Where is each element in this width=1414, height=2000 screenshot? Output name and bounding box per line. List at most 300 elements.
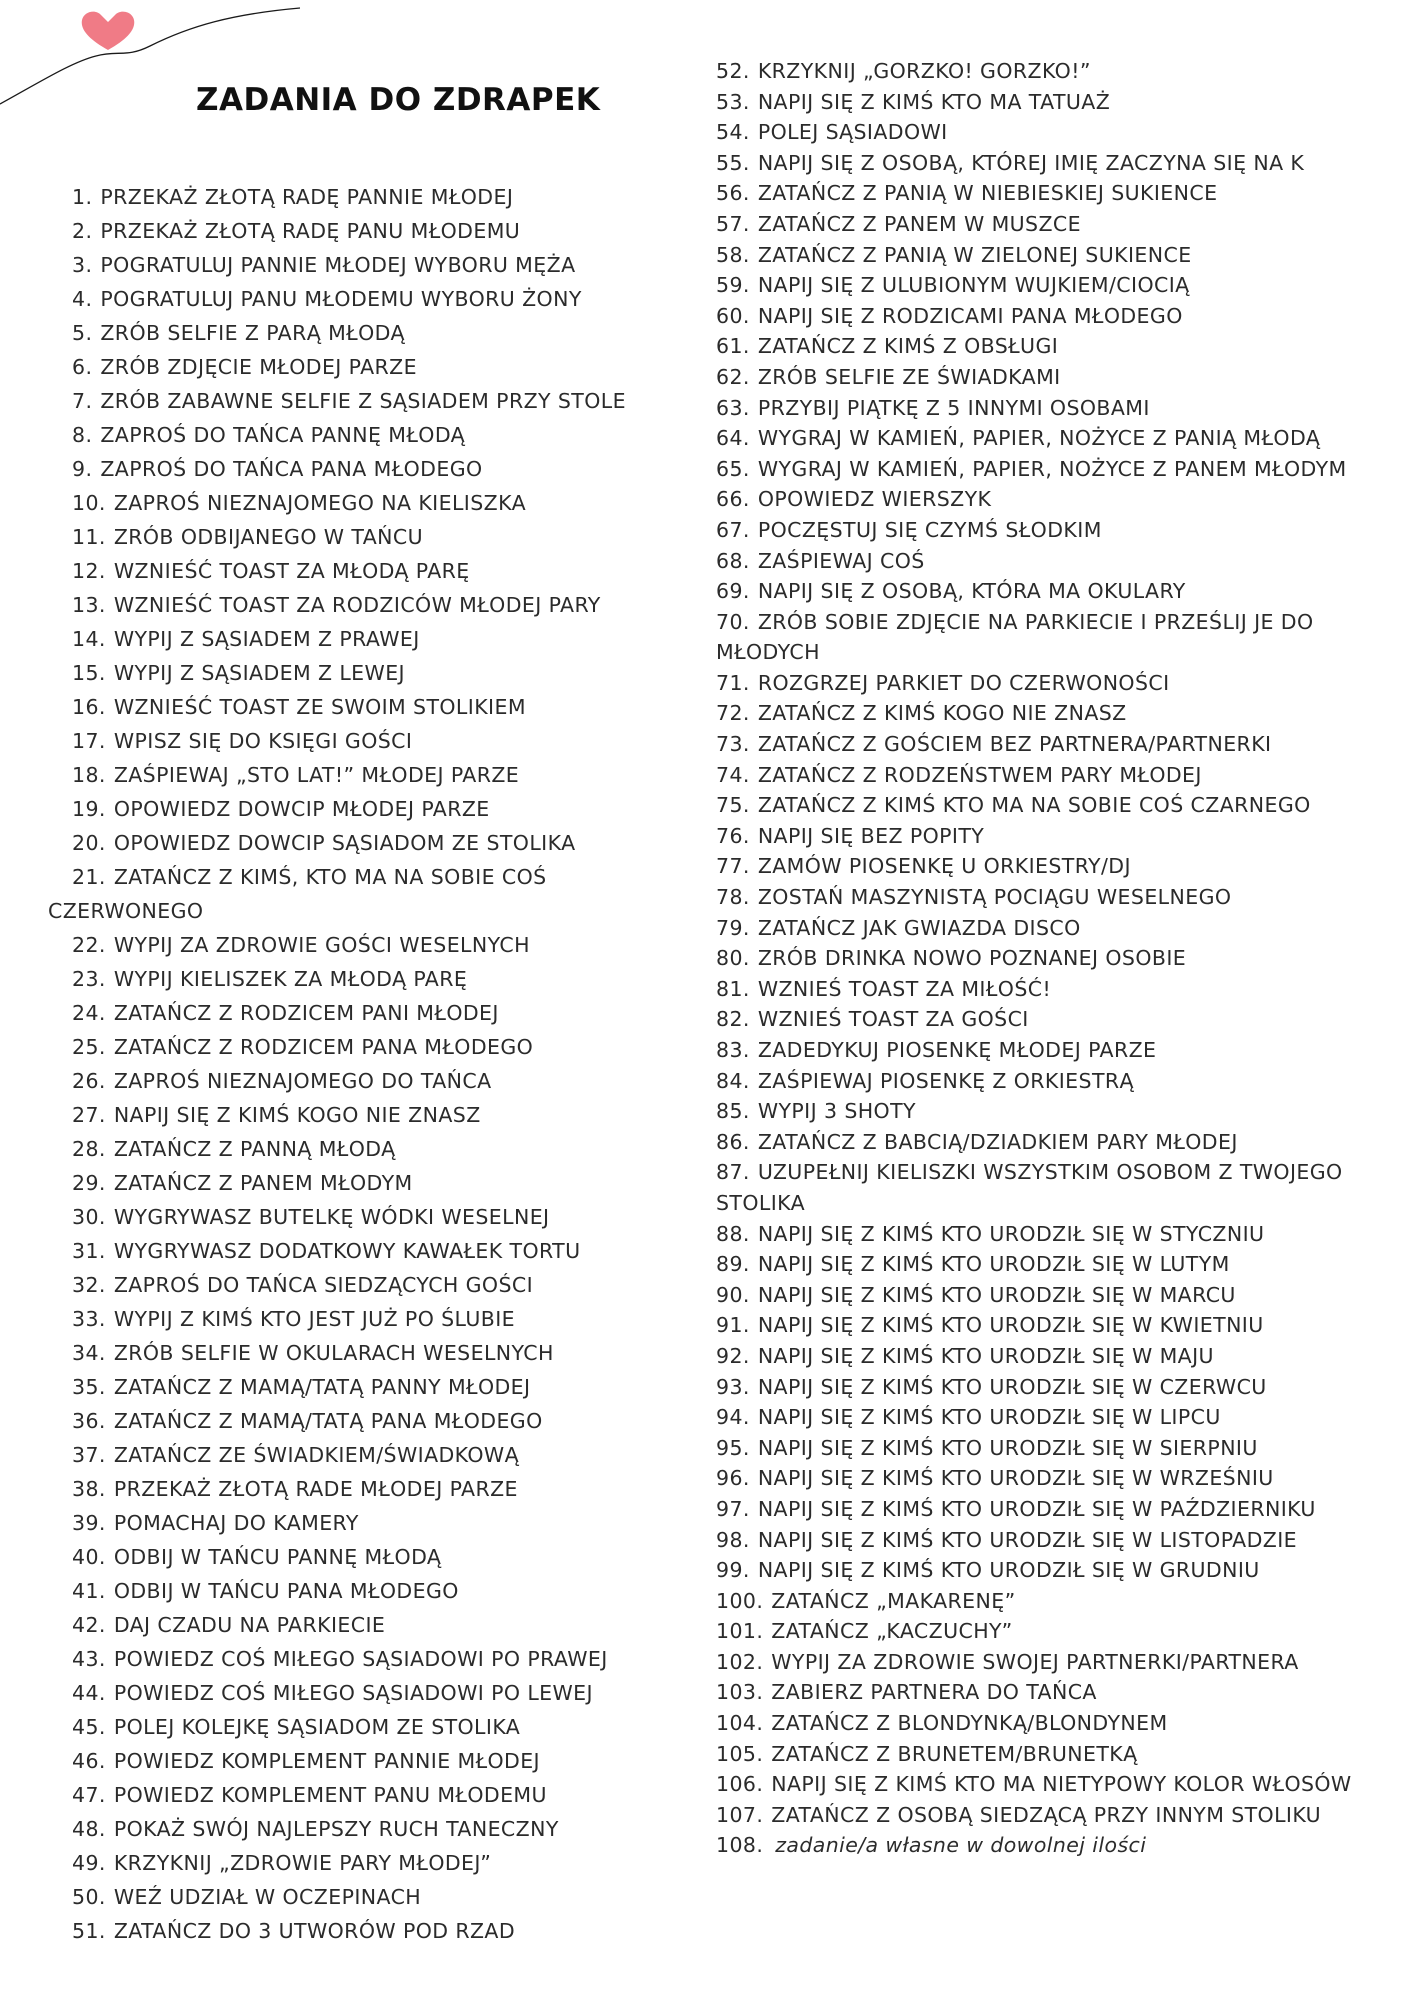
task-number: 61.	[716, 334, 750, 359]
task-item	[716, 1586, 1396, 1617]
task-item	[716, 1494, 1396, 1525]
task-text: POWIEDZ KOMPLEMENT PANNIE MŁODEJ	[113, 1749, 541, 1773]
task-number: 78.	[716, 885, 750, 910]
task-text: ZAPROŚ NIEZNAJOMEGO NA KIELISZKA	[113, 491, 526, 515]
task-number: 91.	[716, 1313, 750, 1338]
task-text: WYPIJ Z KIMŚ KTO JEST JUŻ PO ŚLUBIE	[113, 1307, 516, 1331]
task-item	[716, 1555, 1396, 1586]
task-item	[716, 1525, 1396, 1556]
task-text: ZATAŃCZ Z KIMŚ KOGO NIE ZNASZ	[757, 701, 1127, 726]
task-text: WYGRAJ W KAMIEŃ, PAPIER, NOŻYCE Z PANIĄ MŁODĄ	[757, 426, 1321, 451]
task-text: POMACHAJ DO KAMERY	[113, 1511, 359, 1535]
task-item	[48, 622, 688, 656]
task-item	[48, 724, 688, 758]
task-text: ZATAŃCZ Z RODZEŃSTWEM PARY MŁODEJ	[757, 762, 1202, 787]
task-number: 52.	[716, 59, 750, 83]
task-number: 88.	[716, 1221, 750, 1246]
task-item	[48, 1234, 688, 1268]
task-text: UZUPEŁNIJ KIELISZKI WSZYSTKIM OSOBOM Z TWOJEGO STOLIKA	[716, 1160, 1343, 1215]
task-item	[48, 1132, 688, 1166]
task-item	[716, 178, 1396, 209]
task-number: 35.	[72, 1375, 106, 1399]
task-number: 94.	[716, 1405, 750, 1430]
task-item	[48, 1506, 688, 1540]
task-text: ZRÓB SELFIE ZE ŚWIADKAMI	[757, 364, 1061, 389]
task-item	[716, 1463, 1396, 1494]
task-text: WYPIJ Z SĄSIADEM Z PRAWEJ	[113, 627, 420, 651]
task-item	[716, 1830, 1396, 1861]
task-text: NAPIJ SIĘ Z KIMŚ KTO URODZIŁ SIĘ W SIERPNIU	[757, 1435, 1258, 1460]
task-text: POWIEDZ COŚ MIŁEGO SĄSIADOWI PO PRAWEJ	[113, 1647, 608, 1671]
task-item	[48, 1540, 688, 1574]
task-item	[48, 1812, 688, 1846]
task-item	[716, 576, 1396, 607]
task-item	[48, 1778, 688, 1812]
task-number: 98.	[716, 1527, 750, 1552]
task-number: 70.	[716, 609, 750, 634]
task-item	[48, 350, 688, 384]
heart-icon	[82, 12, 135, 50]
task-item	[48, 826, 688, 860]
task-number: 51.	[72, 1919, 106, 1943]
task-number: 33.	[72, 1307, 106, 1331]
task-text: ZRÓB SELFIE W OKULARACH WESELNYCH	[113, 1341, 554, 1365]
task-text: NAPIJ SIĘ Z KIMŚ KOGO NIE ZNASZ	[113, 1103, 481, 1127]
task-number: 24.	[72, 1001, 106, 1025]
task-number: 41.	[72, 1579, 106, 1603]
task-text: OPOWIEDZ DOWCIP SĄSIADOM ZE STOLIKA	[113, 831, 576, 855]
task-text: NAPIJ SIĘ Z KIMŚ KTO URODZIŁ SIĘ W LISTOPADZIE	[757, 1527, 1298, 1552]
task-item	[716, 698, 1396, 729]
task-text: ZATAŃCZ Z KIMŚ KTO MA NA SOBIE COŚ CZARNEGO	[757, 793, 1311, 818]
task-text: ZAPROŚ DO TAŃCA PANNĘ MŁODĄ	[100, 423, 466, 447]
task-item	[716, 515, 1396, 546]
task-text: WZNIEŚ TOAST ZA MIŁOŚĆ!	[757, 976, 1052, 1001]
task-text: POKAŻ SWÓJ NAJLEPSZY RUCH TANECZNY	[113, 1817, 559, 1841]
task-number: 32.	[72, 1273, 106, 1297]
task-number: 101.	[716, 1619, 764, 1644]
task-number: 59.	[716, 273, 750, 298]
task-number: 76.	[716, 823, 750, 848]
task-text: ZATAŃCZ Z PANNĄ MŁODĄ	[113, 1137, 396, 1161]
task-text: NAPIJ SIĘ Z ULUBIONYM WUJKIEM/CIOCIĄ	[757, 273, 1190, 298]
task-text: NAPIJ SIĘ Z KIMŚ KTO URODZIŁ SIĘ W MAJU	[757, 1343, 1214, 1368]
task-item	[48, 1744, 688, 1778]
task-number: 63.	[716, 395, 750, 420]
task-text: zadanie/a własne w dowolnej ilości	[775, 1833, 1147, 1858]
page-title: ZADANIA DO ZDRAPEK	[196, 82, 601, 118]
task-number: 65.	[716, 456, 750, 481]
task-item	[716, 117, 1396, 148]
task-number: 93.	[716, 1374, 750, 1399]
task-text: ZATAŃCZ Z RODZICEM PANI MŁODEJ	[113, 1001, 499, 1025]
task-number: 20.	[72, 831, 106, 855]
task-number: 10.	[72, 491, 106, 515]
task-text: WYGRYWASZ BUTELKĘ WÓDKI WESELNEJ	[113, 1205, 550, 1229]
task-item	[48, 1404, 688, 1438]
task-item	[716, 974, 1396, 1005]
task-number: 72.	[716, 701, 750, 726]
task-item	[716, 1708, 1396, 1739]
task-number: 29.	[72, 1171, 106, 1195]
task-text: ZRÓB ZDJĘCIE MŁODEJ PARZE	[100, 355, 417, 379]
task-item	[48, 1302, 688, 1336]
task-text: ZABIERZ PARTNERA DO TAŃCA	[771, 1680, 1097, 1705]
task-number: 102.	[716, 1649, 764, 1674]
task-number: 12.	[72, 559, 106, 583]
task-text: PRZYBIJ PIĄTKĘ Z 5 INNYMI OSOBAMI	[757, 395, 1150, 420]
task-text: NAPIJ SIĘ Z OSOBĄ, KTÓREJ IMIĘ ZACZYNA SIĘ NA K	[757, 150, 1305, 175]
task-item	[716, 270, 1396, 301]
task-item	[48, 1846, 688, 1880]
task-item	[716, 1677, 1396, 1708]
task-number: 84.	[716, 1068, 750, 1093]
task-text: DAJ CZADU NA PARKIECIE	[113, 1613, 386, 1637]
task-text: ZATAŃCZ Z KIMŚ Z OBSŁUGI	[757, 334, 1059, 359]
task-text: WYPIJ 3 SHOTY	[757, 1099, 916, 1124]
task-item	[716, 790, 1396, 821]
task-item	[48, 1166, 688, 1200]
task-text: PRZEKAŻ ZŁOTĄ RADĘ PANU MŁODEMU	[100, 219, 521, 243]
task-number: 28.	[72, 1137, 106, 1161]
task-item	[716, 729, 1396, 760]
task-text: ZAMÓW PIOSENKĘ U ORKIESTRY/DJ	[757, 854, 1131, 879]
task-text: ZATAŃCZ Z PANEM W MUSZCE	[757, 211, 1081, 236]
task-text: NAPIJ SIĘ Z RODZICAMI PANA MŁODEGO	[757, 303, 1183, 328]
task-number: 79.	[716, 915, 750, 940]
task-number: 56.	[716, 181, 750, 206]
task-item	[48, 690, 688, 724]
task-number: 22.	[72, 933, 106, 957]
task-item	[716, 1096, 1396, 1127]
task-text: ZATAŃCZ Z PANIĄ W ZIELONEJ SUKIENCE	[757, 242, 1192, 267]
task-number: 53.	[716, 89, 750, 114]
task-text: ZATAŃCZ Z RODZICEM PANA MŁODEGO	[113, 1035, 534, 1059]
task-item	[716, 484, 1396, 515]
task-text: PRZEKAŻ ZŁOTĄ RADE MŁODEJ PARZE	[113, 1477, 518, 1501]
task-item	[48, 248, 688, 282]
task-item	[716, 87, 1396, 118]
task-item	[716, 943, 1396, 974]
task-text: WYGRAJ W KAMIEŃ, PAPIER, NOŻYCE Z PANEM MŁODYM	[757, 456, 1347, 481]
task-text: ZATAŃCZ DO 3 UTWORÓW POD RZAD	[113, 1919, 516, 1943]
task-number: 68.	[716, 548, 750, 573]
task-text: NAPIJ SIĘ Z KIMŚ KTO URODZIŁ SIĘ W WRZEŚNIU	[757, 1466, 1274, 1491]
task-number: 49.	[72, 1851, 106, 1875]
task-number: 25.	[72, 1035, 106, 1059]
task-text: OPOWIEDZ WIERSZYK	[757, 487, 992, 512]
task-number: 75.	[716, 793, 750, 818]
task-text: ZAŚPIEWAJ COŚ	[757, 548, 925, 573]
task-text: KRZYKNIJ „GORZKO! GORZKO!”	[757, 59, 1091, 83]
task-number: 7.	[72, 389, 93, 413]
task-item	[716, 1066, 1396, 1097]
task-item	[48, 1200, 688, 1234]
task-text: ZATAŃCZ Z PANIĄ W NIEBIESKIEJ SUKIENCE	[757, 181, 1218, 206]
task-item	[48, 1030, 688, 1064]
task-item	[48, 486, 688, 520]
task-number: 64.	[716, 426, 750, 451]
task-item	[716, 56, 1396, 87]
task-text: WYPIJ ZA ZDROWIE GOŚCI WESELNYCH	[113, 933, 530, 957]
task-number: 6.	[72, 355, 93, 379]
task-list-left	[48, 180, 688, 1948]
task-item	[48, 282, 688, 316]
task-number: 107.	[716, 1802, 764, 1827]
task-text: POCZĘSTUJ SIĘ CZYMŚ SŁODKIM	[757, 517, 1102, 542]
task-item	[48, 1370, 688, 1404]
task-number: 87.	[716, 1160, 750, 1185]
task-item	[716, 851, 1396, 882]
task-text: POWIEDZ KOMPLEMENT PANU MŁODEMU	[113, 1783, 547, 1807]
task-text: PRZEKAŻ ZŁOTĄ RADĘ PANNIE MŁODEJ	[100, 185, 514, 209]
task-text: NAPIJ SIĘ Z KIMŚ KTO URODZIŁ SIĘ W CZERWCU	[757, 1374, 1267, 1399]
task-number: 108.	[716, 1833, 764, 1858]
task-item	[716, 454, 1396, 485]
task-number: 3.	[72, 253, 93, 277]
task-item	[716, 301, 1396, 332]
task-item	[48, 316, 688, 350]
task-text: POWIEDZ COŚ MIŁEGO SĄSIADOWI PO LEWEJ	[113, 1681, 593, 1705]
task-item	[48, 520, 688, 554]
task-number: 100.	[716, 1588, 764, 1613]
task-text: NAPIJ SIĘ Z KIMŚ KTO MA TATUAŻ	[757, 89, 1111, 114]
task-number: 73.	[716, 732, 750, 757]
task-text: NAPIJ SIĘ Z KIMŚ KTO URODZIŁ SIĘ W PAŹDZIERNIKU	[757, 1496, 1316, 1521]
task-text: WYPIJ Z SĄSIADEM Z LEWEJ	[113, 661, 405, 685]
task-text: WZNIEŚĆ TOAST ZA MŁODĄ PARĘ	[113, 559, 470, 583]
task-number: 80.	[716, 946, 750, 971]
task-number: 74.	[716, 762, 750, 787]
task-number: 67.	[716, 517, 750, 542]
task-text: NAPIJ SIĘ Z KIMŚ KTO MA NIETYPOWY KOLOR WŁOSÓW	[771, 1772, 1352, 1797]
task-item	[48, 758, 688, 792]
task-item	[48, 1098, 688, 1132]
task-number: 104.	[716, 1711, 764, 1736]
task-number: 96.	[716, 1466, 750, 1491]
task-item	[716, 607, 1396, 668]
task-number: 45.	[72, 1715, 106, 1739]
task-item	[716, 1310, 1396, 1341]
task-text: KRZYKNIJ „ZDROWIE PARY MŁODEJ”	[113, 1851, 492, 1875]
task-text: POLEJ SĄSIADOWI	[757, 120, 948, 145]
task-item	[48, 1064, 688, 1098]
task-item	[48, 554, 688, 588]
task-item	[48, 1574, 688, 1608]
task-item	[716, 1616, 1396, 1647]
task-item	[716, 1249, 1396, 1280]
task-number: 97.	[716, 1496, 750, 1521]
task-item	[48, 792, 688, 826]
task-list-right	[716, 56, 1396, 1861]
task-number: 21.	[72, 865, 106, 889]
task-item	[716, 1647, 1396, 1678]
task-text: ZAPROŚ DO TAŃCA PANA MŁODEGO	[100, 457, 483, 481]
task-item	[716, 1769, 1396, 1800]
task-number: 105.	[716, 1741, 764, 1766]
task-number: 30.	[72, 1205, 106, 1229]
task-text: ZATAŃCZ JAK GWIAZDA DISCO	[757, 915, 1081, 940]
task-item	[48, 1880, 688, 1914]
task-number: 13.	[72, 593, 106, 617]
task-item	[48, 1676, 688, 1710]
task-number: 40.	[72, 1545, 106, 1569]
task-number: 14.	[72, 627, 106, 651]
task-item	[48, 588, 688, 622]
task-number: 37.	[72, 1443, 106, 1467]
task-number: 95.	[716, 1435, 750, 1460]
task-text: NAPIJ SIĘ BEZ POPITY	[757, 823, 985, 848]
task-item	[716, 209, 1396, 240]
task-item	[716, 913, 1396, 944]
task-text: ZATAŃCZ Z OSOBĄ SIEDZĄCĄ PRZY INNYM STOLIKU	[771, 1802, 1322, 1827]
task-item	[716, 240, 1396, 271]
task-text: ZAŚPIEWAJ „STO LAT!” MŁODEJ PARZE	[113, 763, 520, 787]
task-text: ZAPROŚ NIEZNAJOMEGO DO TAŃCA	[113, 1069, 492, 1093]
task-item	[716, 546, 1396, 577]
task-number: 44.	[72, 1681, 106, 1705]
task-text: ZATAŃCZ Z MAMĄ/TATĄ PANA MŁODEGO	[113, 1409, 543, 1433]
task-text: ZATAŃCZ Z MAMĄ/TATĄ PANNY MŁODEJ	[113, 1375, 531, 1399]
task-number: 92.	[716, 1343, 750, 1368]
task-text: ZATAŃCZ Z BRUNETEM/BRUNETKĄ	[771, 1741, 1138, 1766]
task-number: 106.	[716, 1772, 764, 1797]
task-text: ZATAŃCZ Z GOŚCIEM BEZ PARTNERA/PARTNERKI	[757, 732, 1272, 757]
task-text: ZATAŃCZ ZE ŚWIADKIEM/ŚWIADKOWĄ	[113, 1443, 520, 1467]
task-item	[716, 1402, 1396, 1433]
task-text: NAPIJ SIĘ Z OSOBĄ, KTÓRA MA OKULARY	[757, 579, 1186, 604]
task-text: NAPIJ SIĘ Z KIMŚ KTO URODZIŁ SIĘ W STYCZNIU	[757, 1221, 1265, 1246]
task-item	[716, 331, 1396, 362]
task-number: 62.	[716, 364, 750, 389]
task-text: ZATAŃCZ „MAKARENĘ”	[771, 1588, 1016, 1613]
task-item	[48, 962, 688, 996]
task-text: WZNIEŚĆ TOAST ZA RODZICÓW MŁODEJ PARY	[113, 593, 601, 617]
task-item	[716, 882, 1396, 913]
task-number: 69.	[716, 579, 750, 604]
task-text: ZRÓB ZABAWNE SELFIE Z SĄSIADEM PRZY STOLE	[100, 389, 626, 413]
task-text: ZAPROŚ DO TAŃCA SIEDZĄCYCH GOŚCI	[113, 1273, 534, 1297]
task-text: WPISZ SIĘ DO KSIĘGI GOŚCI	[113, 729, 413, 753]
task-item	[716, 1035, 1396, 1066]
task-number: 82.	[716, 1007, 750, 1032]
task-number: 42.	[72, 1613, 106, 1637]
task-number: 43.	[72, 1647, 106, 1671]
task-number: 15.	[72, 661, 106, 685]
task-item	[716, 1004, 1396, 1035]
task-number: 31.	[72, 1239, 106, 1263]
task-text: WZNIEŚĆ TOAST ZE SWOIM STOLIKIEM	[113, 695, 526, 719]
task-item	[716, 423, 1396, 454]
task-number: 66.	[716, 487, 750, 512]
task-item	[716, 668, 1396, 699]
task-item	[716, 1739, 1396, 1770]
task-number: 89.	[716, 1252, 750, 1277]
task-item	[716, 1219, 1396, 1250]
task-text: NAPIJ SIĘ Z KIMŚ KTO URODZIŁ SIĘ W MARCU	[757, 1282, 1236, 1307]
task-number: 19.	[72, 797, 106, 821]
task-text: ZATAŃCZ Z BABCIĄ/DZIADKIEM PARY MŁODEJ	[757, 1129, 1238, 1154]
task-text: ZAŚPIEWAJ PIOSENKĘ Z ORKIESTRĄ	[757, 1068, 1134, 1093]
task-item	[716, 1127, 1396, 1158]
task-text: ROZGRZEJ PARKIET DO CZERWONOŚCI	[757, 670, 1170, 695]
task-number: 54.	[716, 120, 750, 145]
task-number: 90.	[716, 1282, 750, 1307]
task-text: ZATAŃCZ Z PANEM MŁODYM	[113, 1171, 413, 1195]
task-number: 1.	[72, 185, 93, 209]
task-number: 47.	[72, 1783, 106, 1807]
task-number: 8.	[72, 423, 93, 447]
task-text: ZATAŃCZ „KACZUCHY”	[771, 1619, 1013, 1644]
task-text: POGRATULUJ PANU MŁODEMU WYBORU ŻONY	[100, 287, 582, 311]
task-item	[716, 1433, 1396, 1464]
task-number: 57.	[716, 211, 750, 236]
task-number: 36.	[72, 1409, 106, 1433]
task-text: NAPIJ SIĘ Z KIMŚ KTO URODZIŁ SIĘ W LIPCU	[757, 1405, 1221, 1430]
task-text: NAPIJ SIĘ Z KIMŚ KTO URODZIŁ SIĘ W LUTYM	[757, 1252, 1230, 1277]
task-text: ZADEDYKUJ PIOSENKĘ MŁODEJ PARZE	[757, 1038, 1157, 1062]
task-text: NAPIJ SIĘ Z KIMŚ KTO URODZIŁ SIĘ W KWIETNIU	[757, 1313, 1264, 1338]
task-item	[716, 148, 1396, 179]
task-number: 103.	[716, 1680, 764, 1705]
task-number: 18.	[72, 763, 106, 787]
task-item	[716, 1157, 1396, 1218]
task-number: 39.	[72, 1511, 106, 1535]
task-text: OPOWIEDZ DOWCIP MŁODEJ PARZE	[113, 797, 490, 821]
task-number: 9.	[72, 457, 93, 481]
task-number: 11.	[72, 525, 106, 549]
task-number: 17.	[72, 729, 106, 753]
task-item	[48, 656, 688, 690]
task-item	[716, 1372, 1396, 1403]
task-item	[48, 1438, 688, 1472]
task-text: POLEJ KOLEJKĘ SĄSIADOM ZE STOLIKA	[113, 1715, 521, 1739]
task-item	[716, 393, 1396, 424]
task-number: 2.	[72, 219, 93, 243]
task-item	[48, 418, 688, 452]
task-text: ZOSTAŃ MASZYNISTĄ POCIĄGU WESELNEGO	[757, 885, 1232, 910]
task-text: ODBIJ W TAŃCU PANA MŁODEGO	[113, 1579, 459, 1603]
task-item	[48, 384, 688, 418]
task-number: 77.	[716, 854, 750, 879]
task-number: 48.	[72, 1817, 106, 1841]
task-item	[716, 821, 1396, 852]
task-number: 86.	[716, 1129, 750, 1154]
task-text: WZNIEŚ TOAST ZA GOŚCI	[757, 1007, 1029, 1032]
task-number: 4.	[72, 287, 93, 311]
task-number: 23.	[72, 967, 106, 991]
task-number: 81.	[716, 976, 750, 1001]
task-text: ZATAŃCZ Z KIMŚ, KTO MA NA SOBIE COŚ CZERWONEGO	[48, 865, 547, 923]
task-text: WYPIJ KIELISZEK ZA MŁODĄ PARĘ	[113, 967, 468, 991]
task-text: ZATAŃCZ Z BLONDYNKĄ/BLONDYNEM	[771, 1711, 1168, 1736]
task-text: ODBIJ W TAŃCU PANNĘ MŁODĄ	[113, 1545, 442, 1569]
task-item	[48, 1642, 688, 1676]
task-item	[716, 760, 1396, 791]
task-text: POGRATULUJ PANNIE MŁODEJ WYBORU MĘŻA	[100, 253, 576, 277]
task-number: 34.	[72, 1341, 106, 1365]
task-number: 71.	[716, 670, 750, 695]
task-item	[48, 180, 688, 214]
task-item	[48, 214, 688, 248]
task-number: 55.	[716, 150, 750, 175]
task-item	[716, 1800, 1396, 1831]
task-item	[48, 1472, 688, 1506]
task-text: NAPIJ SIĘ Z KIMŚ KTO URODZIŁ SIĘ W GRUDNIU	[757, 1558, 1260, 1583]
task-text: WYPIJ ZA ZDROWIE SWOJEJ PARTNERKI/PARTNERA	[771, 1649, 1299, 1674]
task-text: WYGRYWASZ DODATKOWY KAWAŁEK TORTU	[113, 1239, 581, 1263]
task-item	[48, 860, 688, 928]
